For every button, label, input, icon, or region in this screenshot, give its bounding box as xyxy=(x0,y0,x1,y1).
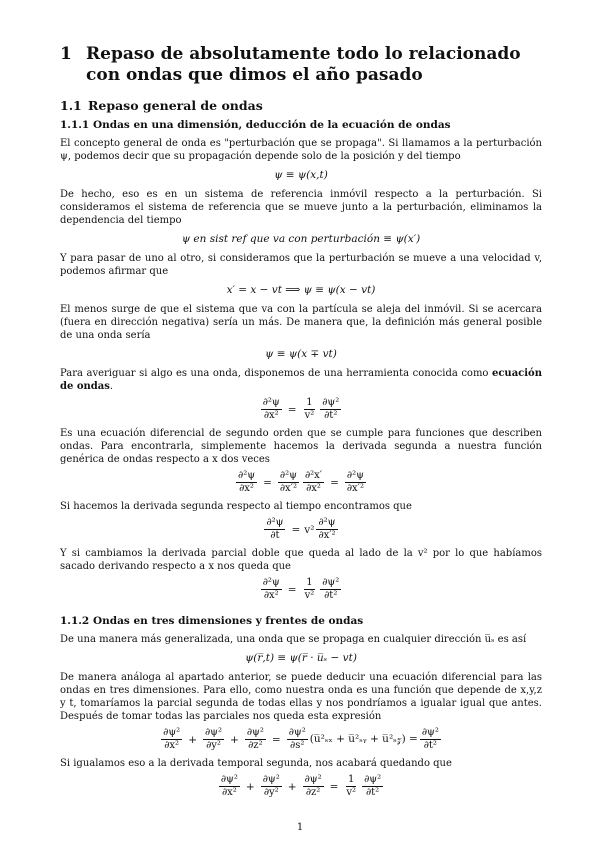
subsection-heading xyxy=(60,98,542,113)
page-number: 1 xyxy=(296,822,304,833)
paragraph: Si igualamos eso a la derivada temporal segunda, nos acabará quedando que xyxy=(60,758,452,769)
section-title: Repaso de absolutamente todo lo relacionado con ondas que dimos el año pasado xyxy=(86,44,521,85)
equation: x′ = x − vt ⟹ ψ ≡ ψ(x − vt) xyxy=(226,284,376,296)
paragraph: Y para pasar de uno al otro, si consideramos que la perturbación se mueve a una velocidad v, podemos afirmar que xyxy=(60,253,542,277)
section-heading xyxy=(60,44,542,86)
equation: ψ ≡ ψ(x ∓ vt) xyxy=(265,348,337,360)
subsection-number: 1.1 xyxy=(60,98,82,113)
paragraph: Y si cambiamos la derivada parcial doble que queda al lado de la v² por lo que habíamos sacado derivando respecto a x nos queda que xyxy=(60,548,542,572)
subsubsection-heading-1 xyxy=(60,119,542,131)
subsubsection-heading-2 xyxy=(60,615,542,627)
section-number: 1 xyxy=(60,44,72,64)
page-body xyxy=(60,44,542,804)
paragraph: El concepto general de onda es "perturbación que se propaga". Si llamamos a la perturbación ψ, podemos decir que su propagación depende solo de la posición y del tiempo xyxy=(60,138,542,162)
paragraph: El menos surge de que el sistema que va con la partícula se aleja del inmóvil. Si se acercara (fuera en dirección negativa) sería un más. De manera que, la definición más general posible de una onda sería xyxy=(60,304,542,341)
paragraph: Si hacemos la derivada segunda respecto al tiempo encontramos que xyxy=(60,501,412,512)
paragraph: Para averiguar si algo es una onda, disponemos de una herramienta conocida como ecuación de ondas. xyxy=(60,368,542,392)
equation-3d-laplacian: $\frac{\text{∂ψ²}}{\text{∂x²}}$ + $\frac{\text{∂ψ²}}{\text{∂y²}}$ + $\frac{\text{∂ψ²}}{\text{∂z²}}$ = $\frac{\text{∂ψ²}}{\text{∂s²}}$ (u̅²ₛₓ + u̅²ₛᵧ + u̅²ₛ𝓏) = $\frac{\text{∂ψ²}}{\text{∂t²}}$ xyxy=(163,727,439,751)
wave-equation-1d-final: $\frac{\text{∂²ψ}}{\text{∂x²}}$ = $\frac{1}{\text{v²}}$ $\frac{\text{∂ψ²}}{\text{∂t²}}$ xyxy=(262,577,340,601)
equation: ψ ≡ ψ(x,t) xyxy=(274,169,328,181)
paragraph: De hecho, eso es en un sistema de referencia inmóvil respecto a la perturbación. Si consideramos el sistema de referencia que se mueve junto a la perturbación, eliminamos la dependencia del tiempo xyxy=(60,189,542,226)
subsubsection-title: Ondas en una dimensión, deducción de la ecuación de ondas xyxy=(93,119,451,131)
wave-equation-1d: $\frac{\text{∂²ψ}}{\text{∂x²}}$ = $\frac{1}{\text{v²}}$ $\frac{\text{∂ψ²}}{\text{∂t²}}$ xyxy=(262,397,340,421)
equation-second-derivative-x: $\frac{\text{∂²ψ}}{\text{∂x²}}$ = $\frac{\text{∂²ψ}}{\text{∂x′²}}$ $\frac{\text{∂²x′}}{\text{∂x²}}$ = $\frac{\text{∂²ψ}}{\text{∂x′²}}$ xyxy=(238,470,364,494)
subsubsection-title: Ondas en tres dimensiones y frentes de ondas xyxy=(93,615,364,627)
wave-equation-3d: $\frac{\text{∂ψ²}}{\text{∂x²}}$ + $\frac{\text{∂ψ²}}{\text{∂y²}}$ + $\frac{\text{∂ψ²}}{\text{∂z²}}$ = $\frac{1}{\text{v²}}$ $\frac{\text{∂ψ²}}{\text{∂t²}}$ xyxy=(220,774,382,798)
subsubsection-number: 1.1.1 xyxy=(60,119,90,131)
paragraph: Es una ecuación diferencial de segundo orden que se cumple para funciones que describen ondas. Para encontrarla, simplemente hacemos la derivada segunda a nuestra función genérica de ondas respecto a x dos veces xyxy=(60,428,542,465)
equation: ψ(r̅,t) ≡ ψ(r̅ · u̅ₛ − vt) xyxy=(245,652,357,664)
subsection-title: Repaso general de ondas xyxy=(88,98,263,113)
keyword: ecuación de ondas xyxy=(60,368,542,392)
equation: ψ en sist ref que va con perturbación ≡ ψ(x′) xyxy=(181,233,421,245)
subsubsection-number: 1.1.2 xyxy=(60,615,90,627)
paragraph: De manera análoga al apartado anterior, se puede deducir una ecuación diferencial para las ondas en tres dimensiones. Para ello, como nuestra onda es una función que depende de x,y,z y t, tomaríamos la parcial segunda de todas ellas y nos pondríamos a igualar igual que antes. Después de tomar todas las parciales nos queda esta expresión xyxy=(60,672,542,722)
equation-second-derivative-t: $\frac{\text{∂²ψ}}{\partial t}$ = v² $\frac{\text{∂²ψ}}{\text{∂x′²}}$ xyxy=(266,517,336,541)
paragraph: De una manera más generalizada, una onda que se propaga en cualquier dirección u̅ₛ es así xyxy=(60,634,527,645)
